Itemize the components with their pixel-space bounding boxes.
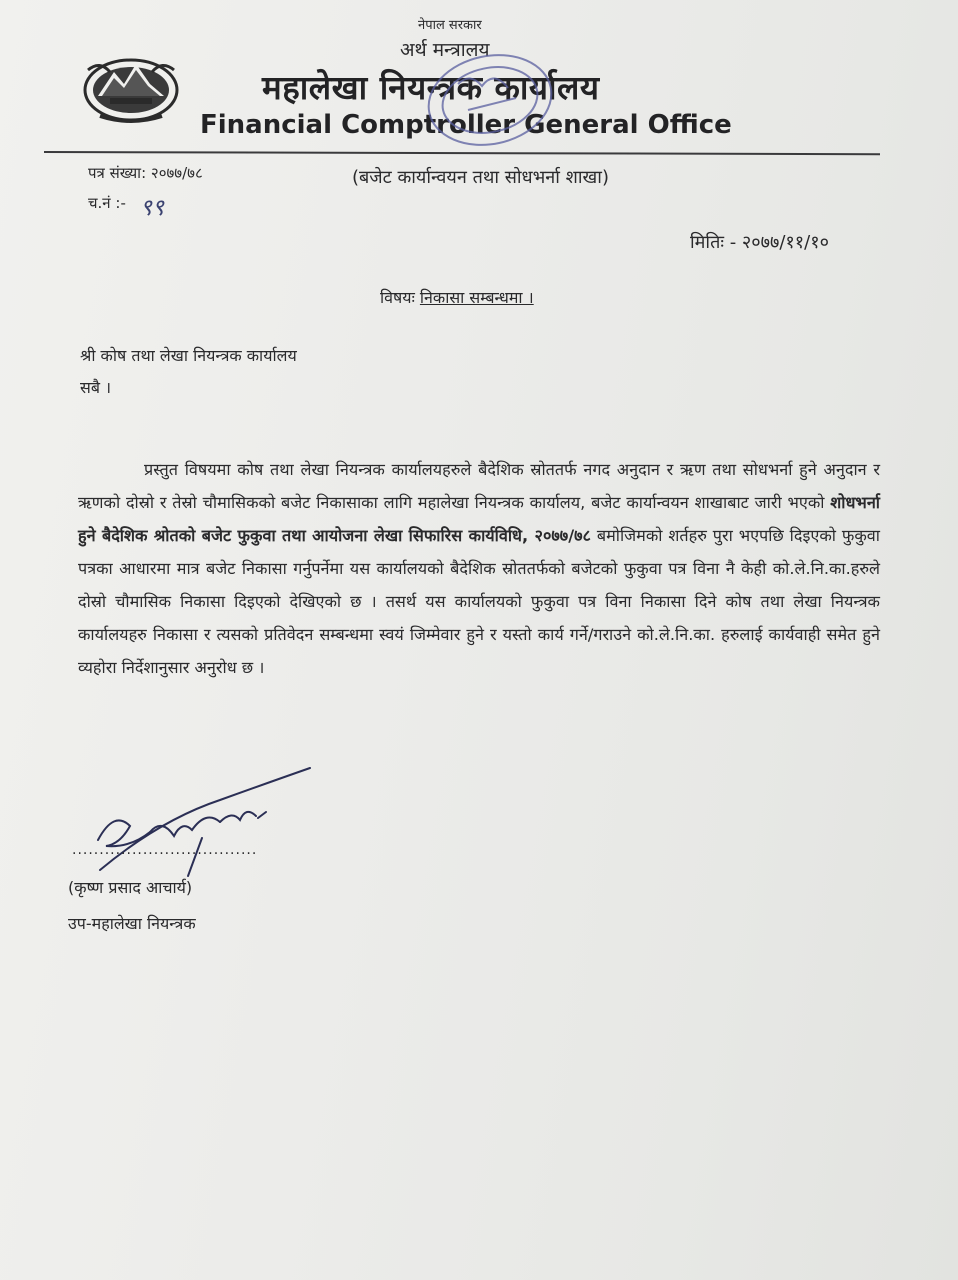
branch-name: (बजेट कार्यान्वयन तथा सोधभर्ना शाखा): [352, 167, 609, 188]
office-name-english: Financial Comptroller General Office: [200, 110, 732, 140]
subject-label: विषयः: [380, 288, 415, 307]
dispatch-number-handwritten: ९९: [140, 195, 164, 221]
body-paragraph: [78, 453, 880, 684]
letter-body: [78, 453, 880, 684]
body-text-part-2: बमोजिमको शर्तहरु पुरा भएपछि दिइएको फुकुवा पत्रका आधारमा मात्र बजेट निकासा गर्नुपर्नेमा यस कार्यालयको बैदेशिक स्रोततर्फको बजेटको फुकुवा पत्र विना नै केही को.ले.नि.का.हरुले दोस्रो चौमासिक निकासा दिइएको देखिएको छ । तसर्थ यस कार्यालयको फुकुवा पत्र विना निकासा दिने कोष तथा लेखा नियन्त्रक कार्यालयहरु निकासा र त्यसको प्रतिवेदन सम्बन्धमा स्वयं जिम्मेवार हुने र यस्तो कार्य गर्ने/गराउने को.ले.नि.का. हरुलाई कार्यवाही समेत हुने व्यहोरा निर्देशानुसार अनुरोध छ ।: [78, 526, 880, 677]
ministry-name: अर्थ मन्त्रालय: [400, 39, 490, 61]
addressee-line-2: सबै ।: [80, 378, 112, 397]
office-name-nepali: महालेखा नियन्त्रक कार्यालय: [262, 68, 600, 107]
signer-title: उप-महालेखा नियन्त्रक: [68, 914, 196, 933]
handwritten-signature-icon: [70, 760, 330, 880]
nepal-emblem-icon: [80, 50, 182, 124]
addressee-block: [80, 340, 297, 404]
signer-name: (कृष्ण प्रसाद आचार्य): [68, 878, 193, 897]
letter-date: मितिः - २०७७/११/१०: [690, 232, 829, 253]
subject-line: [380, 286, 534, 308]
dispatch-number-label: च.नं :-: [88, 194, 126, 212]
body-text-bold-procedure: शोधभर्ना हुने बैदेशिक श्रोतको बजेट फुकुवा तथा आयोजना लेखा सिफारिस कार्यविधि, २०७७/७८: [78, 493, 880, 545]
subject-text: निकासा सम्बन्धमा ।: [419, 288, 534, 307]
signature-line: ..................................: [72, 842, 258, 858]
addressee-line-1: श्री कोष तथा लेखा नियन्त्रक कार्यालय: [80, 346, 297, 365]
reference-number: पत्र संख्या: २०७७/७८: [88, 164, 203, 182]
ministry-top-line: नेपाल सरकार: [418, 18, 482, 33]
office-stamp-icon: [398, 50, 558, 150]
body-text-part-1: प्रस्तुत विषयमा कोष तथा लेखा नियन्त्रक कार्यालयहरुले बैदेशिक स्रोततर्फ नगद अनुदान र ऋण तथा सोधभर्ना हुने अनुदान र ऋणको दोस्रो र तेस्रो चौमासिकको बजेट निकासाका लागि महालेखा नियन्त्रक कार्यालय, बजेट कार्यान्वयन शाखाबाट जारी भएको: [78, 460, 880, 512]
header-divider: [44, 151, 880, 155]
